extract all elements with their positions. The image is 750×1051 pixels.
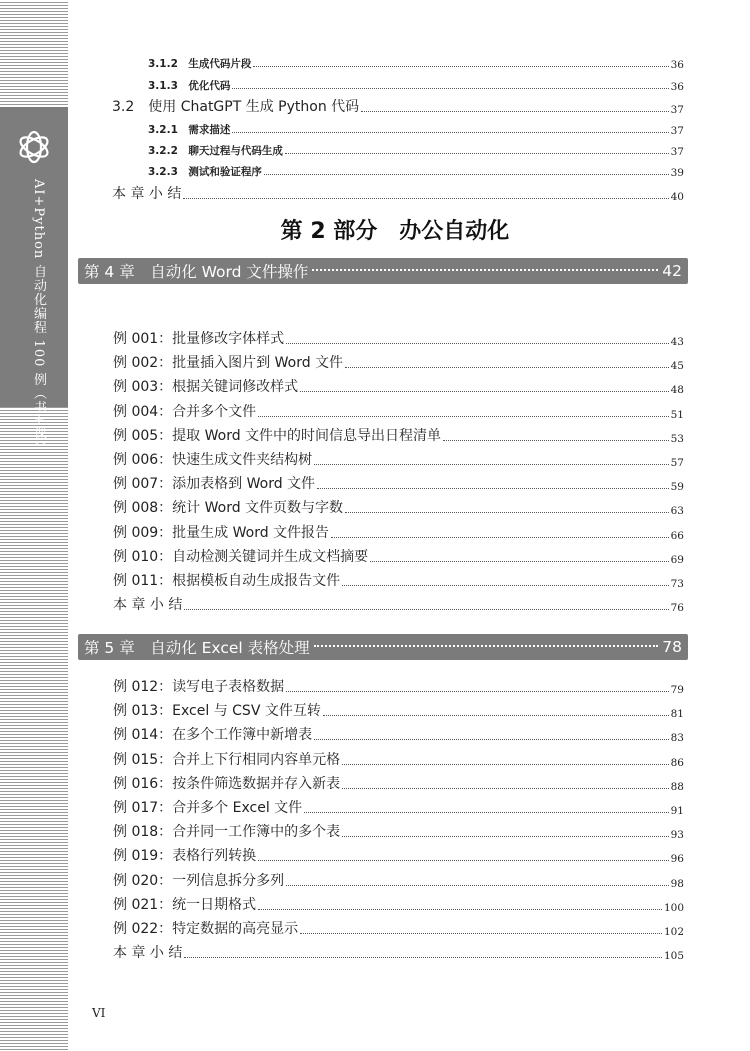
chapter-5-heading[interactable] [78, 634, 688, 660]
toc-entry-label: 例 009：批量生成 Word 文件报告 [113, 524, 330, 541]
toc-entry-page: 59 [670, 481, 684, 494]
toc-entry[interactable] [113, 544, 684, 566]
dot-leader [264, 174, 669, 175]
toc-entry[interactable] [113, 447, 684, 469]
toc-entry[interactable] [113, 916, 684, 938]
toc-entry-label: 例 015：合并上下行相同内容单元格 [113, 751, 341, 768]
toc-entry-label: 例 002：批量插入图片到 Word 文件 [113, 355, 344, 372]
openai-logo-icon [14, 127, 54, 167]
dot-leader [285, 153, 669, 154]
toc-entry-page: 39 [670, 167, 684, 179]
toc-entry-page: 37 [670, 146, 684, 158]
dot-leader [331, 537, 669, 538]
dot-leader [323, 715, 669, 716]
dot-leader [258, 416, 668, 417]
toc-entry[interactable] [113, 399, 684, 421]
toc-entry-label: 例 012：读写电子表格数据 [113, 679, 285, 695]
toc-entry-label: 例 007：添加表格到 Word 文件 [113, 476, 316, 493]
toc-entry-page: 48 [670, 384, 684, 397]
dot-leader [314, 464, 668, 465]
toc-entry[interactable] [113, 843, 684, 865]
dot-leader [258, 909, 662, 910]
dot-leader [314, 645, 659, 647]
sidebar-book-title: AI+Python 自动化编程 100 例（书+课） [31, 179, 46, 455]
chapter-page: 78 [662, 638, 682, 656]
toc-entry[interactable] [148, 119, 684, 137]
toc-entry-label: 3.2.2 聊天过程与代码生成 [148, 145, 283, 157]
toc-entry[interactable] [113, 350, 684, 372]
toc-entry[interactable] [113, 722, 684, 744]
toc-entry[interactable] [113, 568, 684, 590]
toc-entry-label: 例 021：统一日期格式 [113, 896, 257, 913]
toc-entry-page: 69 [670, 553, 684, 566]
part-title: 第 2 部分 办公自动化 [280, 219, 510, 244]
toc-entry-label: 例 013：Excel 与 CSV 文件互转 [113, 703, 321, 720]
toc-entry-label: 例 003：根据关键词修改样式 [113, 379, 299, 396]
toc-entry[interactable] [148, 140, 684, 158]
toc-entry-label: 3.1.2 生成代码片段 [148, 58, 252, 70]
chapter-label: 第 5 章 自动化 Excel 表格处理 [84, 639, 310, 657]
toc-entry[interactable] [113, 868, 684, 890]
toc-entry[interactable] [113, 520, 684, 542]
chapter-page: 42 [662, 262, 682, 280]
toc-entry[interactable] [113, 698, 684, 720]
toc-entry-label: 例 010：自动检测关键词并生成文档摘要 [113, 548, 369, 565]
toc-entry[interactable] [148, 161, 684, 179]
dot-leader [232, 88, 668, 89]
dot-leader [345, 512, 669, 513]
toc-entry-page: 102 [663, 926, 684, 938]
toc-entry-label: 例 019：表格行列转换 [113, 848, 257, 865]
side-panel [0, 107, 68, 455]
dot-leader [345, 367, 669, 368]
toc-entry-page: 66 [670, 529, 684, 542]
toc-entry-label: 本 章 小 结 [113, 945, 183, 962]
dot-leader [317, 488, 669, 489]
dot-leader [184, 609, 668, 610]
toc-entry-label: 例 020：一列信息拆分多列 [113, 872, 285, 889]
toc-entry[interactable] [113, 471, 684, 493]
page-number: VI [92, 1006, 106, 1020]
toc-entry-label: 3.2.3 测试和验证程序 [148, 166, 262, 178]
toc-entry-label: 本 章 小 结 [112, 186, 182, 202]
toc-entry-label: 例 014：在多个工作簿中新增表 [113, 727, 313, 744]
dot-leader [370, 561, 668, 562]
dot-leader [286, 691, 668, 692]
toc-entry[interactable] [148, 75, 684, 93]
toc-entry-page: 79 [670, 684, 684, 696]
toc-entry[interactable] [113, 495, 684, 517]
dot-leader [304, 812, 668, 813]
dot-leader [184, 957, 662, 958]
toc-entry[interactable] [113, 747, 684, 769]
toc-entry-page: 100 [663, 901, 684, 914]
toc-entry-page: 57 [670, 457, 684, 469]
toc-entry-page: 105 [663, 950, 684, 963]
dot-leader [342, 788, 668, 789]
dot-leader [232, 132, 668, 133]
toc-entry-page: 37 [670, 104, 684, 116]
toc-entry[interactable] [112, 94, 684, 116]
toc-entry-label: 例 001：批量修改字体样式 [113, 331, 285, 347]
dot-leader [286, 885, 668, 886]
dot-leader [342, 585, 668, 586]
dot-leader [183, 198, 668, 199]
toc-entry[interactable] [113, 326, 684, 348]
toc-entry-page: 63 [670, 505, 684, 518]
dot-leader [258, 860, 668, 861]
dot-leader [300, 391, 668, 392]
toc-entry-page: 86 [670, 756, 684, 769]
toc-entry-page: 76 [670, 602, 684, 615]
toc-entry-label: 例 005：提取 Word 文件中的时间信息导出日程清单 [113, 427, 442, 444]
toc-entry[interactable] [113, 940, 684, 962]
toc-entry-page: 73 [670, 578, 684, 590]
toc-entry[interactable] [113, 423, 684, 445]
dot-leader [443, 440, 669, 441]
toc-entry[interactable] [148, 53, 684, 71]
toc-entry[interactable] [113, 374, 684, 396]
toc-entry-page: 51 [670, 408, 684, 421]
toc-entry-page: 40 [670, 191, 684, 203]
toc-entry[interactable] [112, 181, 684, 203]
dot-leader [342, 836, 668, 837]
toc-entry-label: 3.2.1 需求描述 [148, 124, 231, 136]
toc-entry-label: 例 011：根据模板自动生成报告文件 [113, 573, 341, 589]
chapter-label: 第 4 章 自动化 Word 文件操作 [84, 263, 309, 281]
toc-entry[interactable] [113, 819, 684, 841]
toc-entry-page: 45 [670, 360, 684, 373]
toc-entry[interactable] [113, 592, 684, 614]
dot-leader [300, 933, 662, 934]
chapter-4-heading[interactable] [78, 258, 688, 284]
toc-entry-label: 例 016：按条件筛选数据并存入新表 [113, 775, 341, 792]
toc-entry-page: 93 [670, 829, 684, 842]
toc-entry[interactable] [113, 674, 684, 696]
toc-entry-page: 81 [670, 708, 684, 721]
toc-entry[interactable] [113, 771, 684, 793]
toc-entry-page: 96 [670, 853, 684, 866]
toc-entry-page: 53 [670, 432, 684, 445]
toc-entry-label: 例 004：合并多个文件 [113, 403, 257, 420]
toc-entry-label: 3.2 使用 ChatGPT 生成 Python 代码 [112, 99, 360, 115]
toc-entry-label: 例 006：快速生成文件夹结构树 [113, 452, 313, 468]
toc-entry-label: 例 022：特定数据的高亮显示 [113, 921, 299, 937]
toc-entry-page: 83 [670, 732, 684, 745]
toc-entry-label: 例 018：合并同一工作簿中的多个表 [113, 824, 341, 841]
toc-entry-page: 43 [670, 336, 684, 348]
toc-entry-label: 例 017：合并多个 Excel 文件 [113, 800, 303, 816]
dot-leader [286, 343, 668, 344]
toc-entry-page: 37 [670, 125, 684, 137]
toc-entry-page: 36 [670, 81, 684, 93]
dot-leader [314, 739, 668, 740]
toc-entry-page: 88 [670, 780, 684, 793]
toc-entry-page: 98 [670, 877, 684, 890]
toc-entry-label: 例 008：统计 Word 文件页数与字数 [113, 500, 344, 517]
toc-entry-label: 3.1.3 优化代码 [148, 80, 231, 92]
toc-entry[interactable] [113, 892, 684, 914]
dot-leader [361, 111, 668, 112]
toc-entry-page: 36 [670, 59, 684, 71]
dot-leader [342, 764, 668, 765]
toc-entry[interactable] [113, 795, 684, 817]
dot-leader [312, 269, 658, 271]
toc-entry-page: 91 [670, 805, 684, 817]
dot-leader [253, 66, 668, 67]
toc-entry-label: 本 章 小 结 [113, 597, 183, 614]
